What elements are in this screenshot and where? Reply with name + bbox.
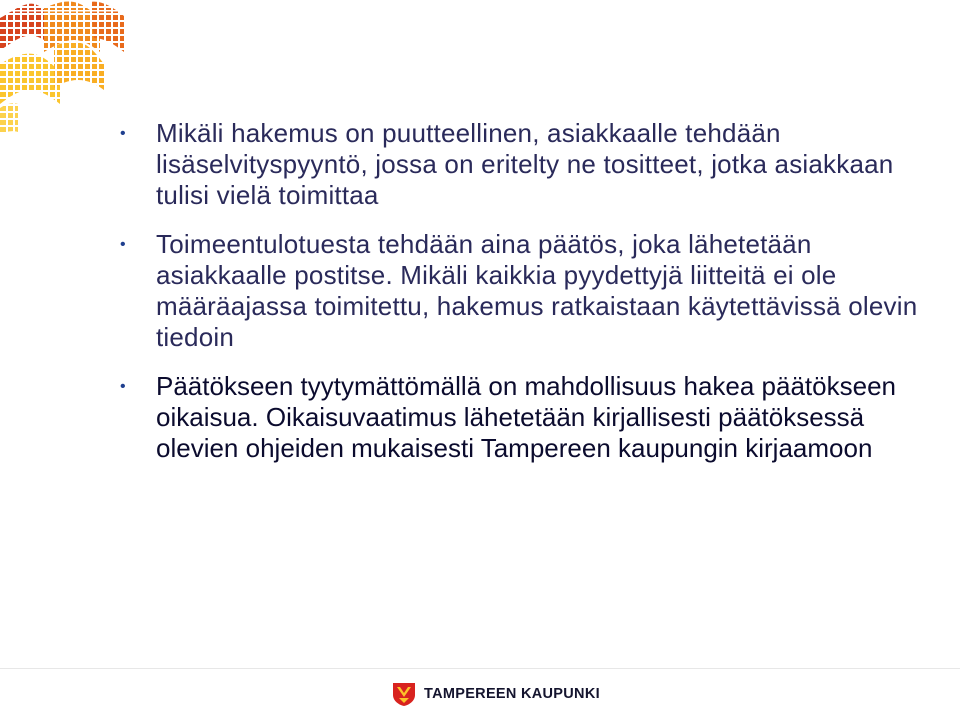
bullet-icon: • (120, 125, 126, 142)
bullet-list (110, 118, 930, 482)
bullet-item (110, 229, 930, 353)
bullet-icon: • (120, 378, 126, 395)
bullet-icon: • (120, 236, 126, 253)
city-crest-icon (391, 681, 417, 707)
bullet-item (110, 118, 930, 211)
bullet-text: Mikäli hakemus on puutteellinen, asiakkaalle tehdään lisäselvityspyyntö, jossa on eritelty ne tositteet, jotka asiakkaan tulisi vielä toimittaa (156, 118, 894, 210)
bullet-text: Toimeentulotuesta tehdään aina päätös, joka lähetetään asiakkaalle postitse. Mikäli kaikkia pyydettyjä liitteitä ei ole määräajassa toimitettu, hakemus ratkaistaan käytettävissä olevin tiedoin (156, 229, 918, 352)
bullet-item (110, 371, 930, 464)
footer-logo (391, 681, 600, 707)
footer-brand-text: TAMPEREEN KAUPUNKI (424, 686, 600, 702)
bullet-text: Päätökseen tyytymättömällä on mahdollisuus hakea päätökseen oikaisua. Oikaisuvaatimus lähetetään kirjallisesti päätöksessä olevien ohjeiden mukaisesti Tampereen kaupungin kirjaamoon (156, 371, 896, 463)
footer-divider (0, 668, 960, 669)
